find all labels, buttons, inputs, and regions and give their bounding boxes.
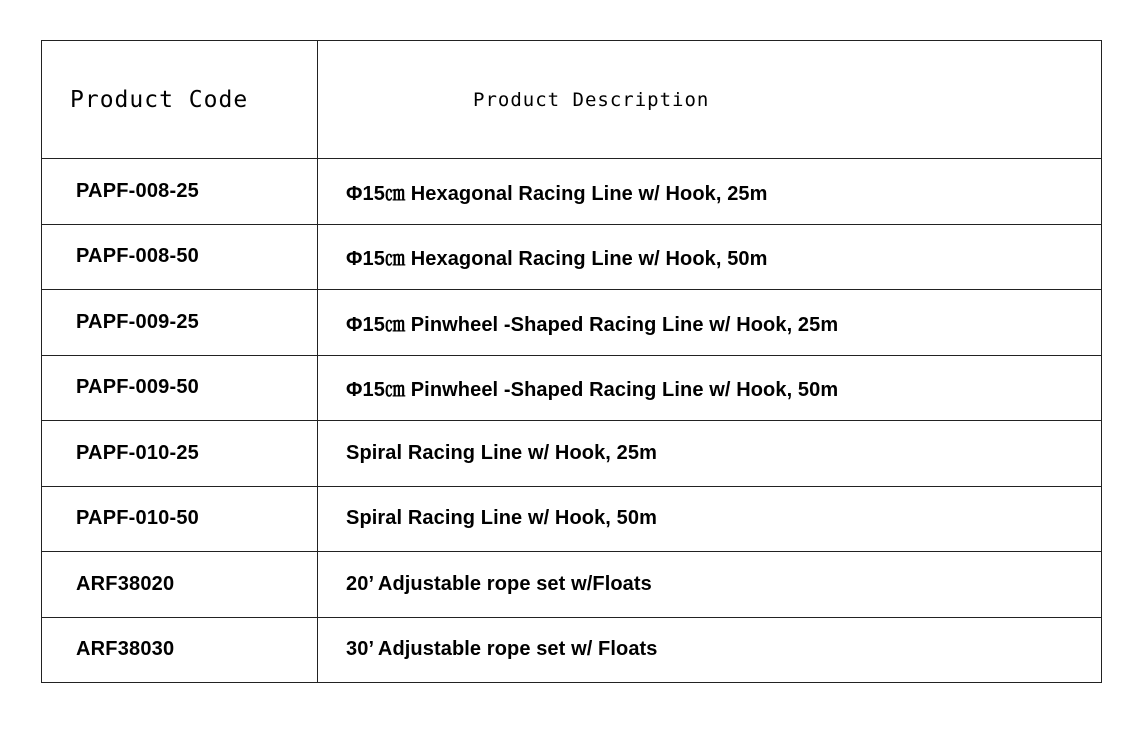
table-row [42,355,1102,421]
product-description-cell: 30’ Adjustable rope set w/ Floats [318,617,1102,683]
table-row [42,421,1102,487]
header-product-code: Product Code [42,41,318,159]
product-code-cell: PAPF-009-50 [42,355,318,421]
table-row [42,552,1102,618]
product-code-cell: ARF38020 [42,552,318,618]
table-row [42,486,1102,552]
product-description-cell: Φ15㎝ Hexagonal Racing Line w/ Hook, 50m [318,224,1102,290]
product-code-cell: PAPF-008-50 [42,224,318,290]
product-code-cell: PAPF-009-25 [42,290,318,356]
product-description-cell: Spiral Racing Line w/ Hook, 50m [318,486,1102,552]
product-code-cell: ARF38030 [42,617,318,683]
table-header-row [42,41,1102,159]
product-description-cell: Φ15㎝ Pinwheel -Shaped Racing Line w/ Hook, 50m [318,355,1102,421]
product-table [41,40,1102,683]
product-description-cell: Φ15㎝ Hexagonal Racing Line w/ Hook, 25m [318,159,1102,225]
product-code-cell: PAPF-008-25 [42,159,318,225]
table-row [42,617,1102,683]
product-code-cell: PAPF-010-25 [42,421,318,487]
table-row [42,290,1102,356]
product-code-cell: PAPF-010-50 [42,486,318,552]
table-row [42,224,1102,290]
product-description-cell: 20’ Adjustable rope set w/Floats [318,552,1102,618]
table-row [42,159,1102,225]
product-description-cell: Φ15㎝ Pinwheel -Shaped Racing Line w/ Hook, 25m [318,290,1102,356]
header-product-description: Product Description [318,41,1102,159]
product-description-cell: Spiral Racing Line w/ Hook, 25m [318,421,1102,487]
